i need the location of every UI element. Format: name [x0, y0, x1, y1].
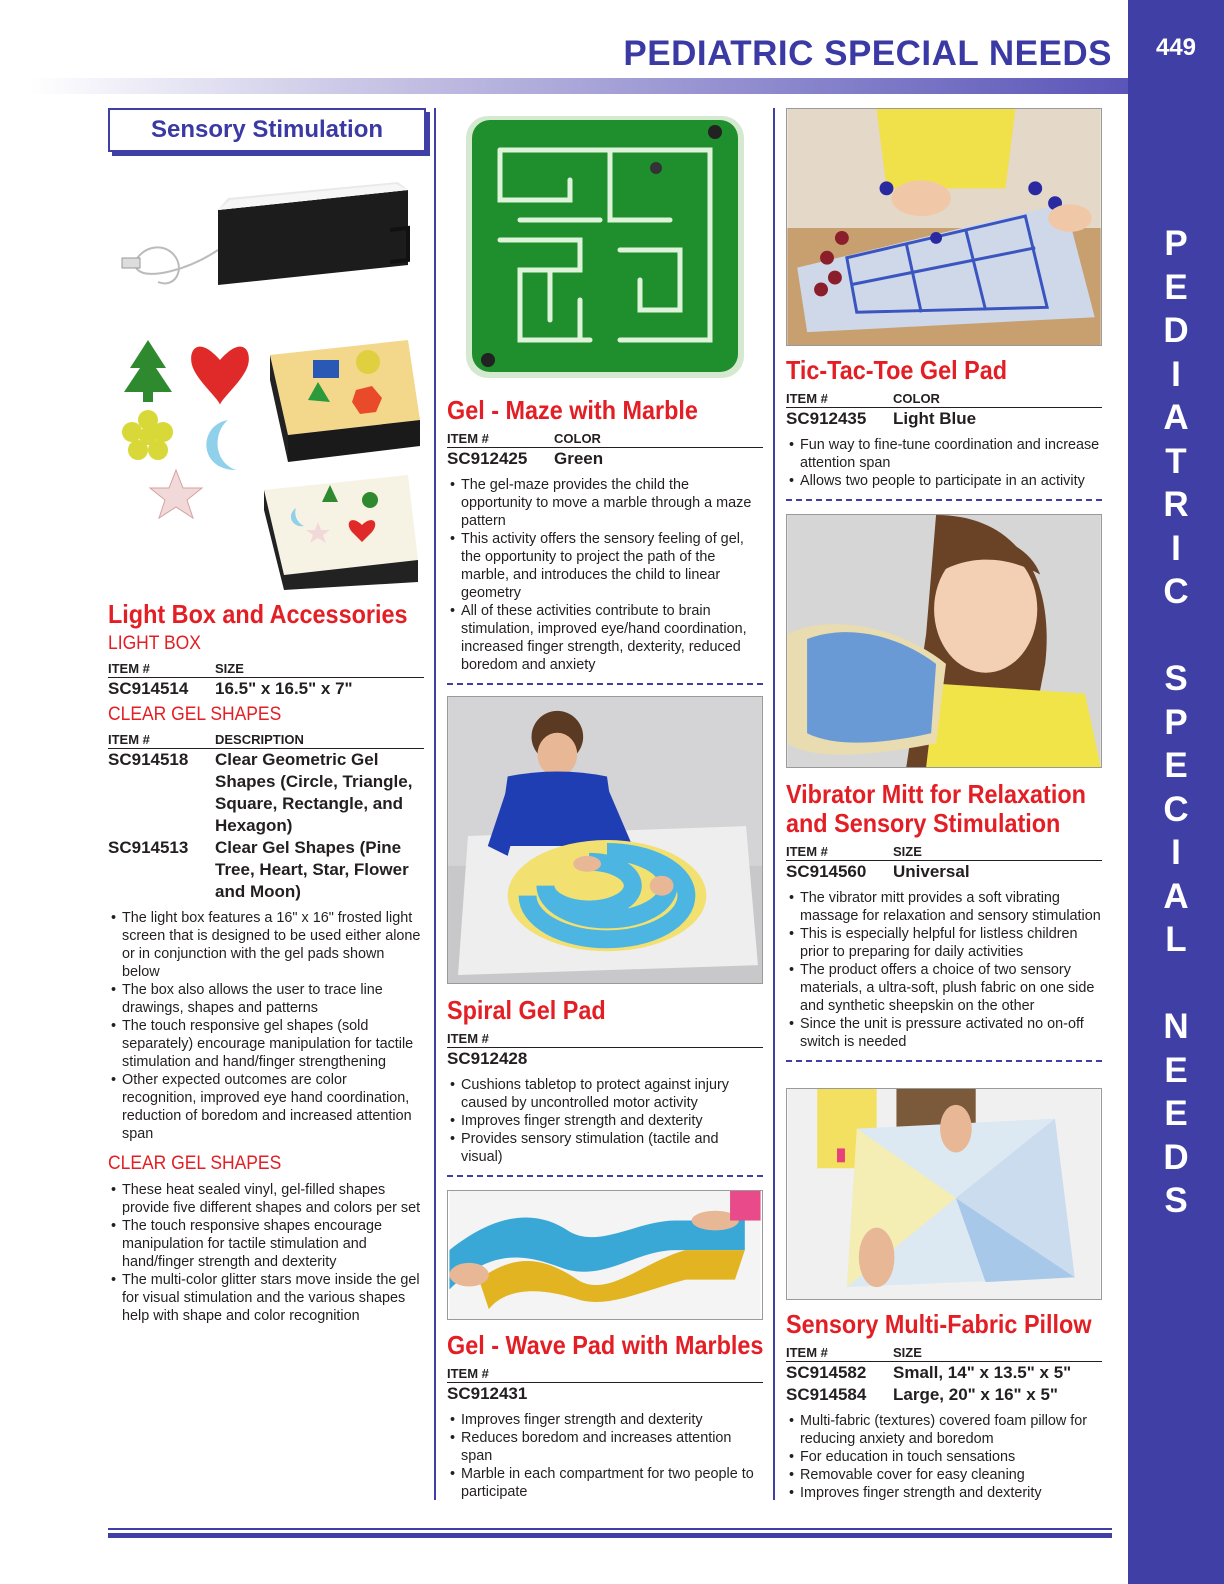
section-title: Sensory Stimulation [150, 116, 384, 143]
list-item: • Reduces boredom and increases attention span [447, 1429, 763, 1465]
list-item: • Improves finger strength and dexterity [786, 1484, 1102, 1502]
side-tab-letter: D [1163, 311, 1189, 350]
section-heading [108, 108, 426, 152]
list-item: • The box also allows the user to trace line drawings, shapes and patterns [108, 981, 424, 1017]
spec-header-item: ITEM # [447, 1366, 489, 1381]
item-color: Green [554, 449, 604, 468]
side-tab-letter: N [1163, 1007, 1189, 1046]
side-tab-letter: S [1164, 659, 1188, 698]
list-item: • The product offers a choice of two sensory materials, a ultra-soft, plush fabric on one side and synthetic sheepskin on the other [786, 961, 1102, 1015]
product-title: Spiral Gel Pad [447, 995, 606, 1025]
spec-row [108, 749, 424, 837]
feature-list [108, 909, 424, 1143]
page-number: 449 [1155, 34, 1197, 61]
list-item: • Allows two people to participate in an activity [786, 472, 1102, 490]
item-number: SC912428 [447, 1049, 528, 1068]
feature-list [447, 1076, 763, 1166]
list-item: • Improves finger strength and dexterity [447, 1411, 763, 1429]
feature-list [447, 476, 763, 674]
list-item: • All of these activities contribute to brain stimulation, improved eye/hand coordination, increased finger strength, dexterity, reduced boredom and anxiety [447, 602, 763, 674]
side-tab-letter: E [1164, 267, 1188, 307]
list-item: • The light box features a 16" x 16" frosted light screen that is designed to be used either alone or in conjunction with the gel pads shown below [108, 909, 424, 981]
spec-row [108, 678, 424, 700]
header-gradient-bar [30, 78, 1128, 94]
feature-list [786, 1412, 1102, 1502]
gel-maze-photo [460, 110, 750, 382]
footer-rule [108, 1533, 1112, 1538]
spec-header [447, 1366, 763, 1383]
spec-row [447, 1048, 763, 1070]
spec-header-item: ITEM # [108, 732, 150, 747]
spec-header [786, 844, 1102, 861]
product-title: Gel - Maze with Marble [447, 395, 698, 425]
wave-pad-photo [447, 1190, 763, 1320]
spec-header-item: ITEM # [447, 1031, 489, 1046]
footer-rule [108, 1528, 1112, 1530]
column-divider [434, 108, 436, 1500]
spec-header-description: DESCRIPTION [215, 732, 304, 747]
side-tab-letter: E [1164, 746, 1188, 785]
item-number: SC914518 [108, 750, 189, 769]
side-tab-letter: P [1164, 224, 1188, 263]
spec-row [447, 1383, 763, 1405]
item-description: Clear Gel Shapes (Pine Tree, Heart, Star, Flower and Moon) [215, 838, 409, 901]
list-item: • Marble in each compartment for two people to participate [447, 1465, 763, 1501]
side-tab-letter: C [1163, 789, 1189, 829]
pillow-section [786, 1310, 1102, 1502]
item-color: Light Blue [893, 409, 977, 428]
list-item: • The touch responsive gel shapes (sold separately) encourage manipulation for tactile stimulation and hand/finger strengthening [108, 1017, 424, 1071]
side-tab-letter: D [1163, 1137, 1189, 1177]
item-number: SC912425 [447, 449, 528, 468]
dashed-divider [447, 683, 763, 685]
vibrator-mitt-photo [786, 514, 1102, 768]
list-item: • This is especially helpful for listless children prior to preparing for daily activities [786, 925, 1102, 961]
list-item: • The multi-color glitter stars move inside the gel for visual stimulation and the various shapes help with shape and color recognition [108, 1271, 424, 1325]
list-item: • Fun way to fine-tune coordination and increase attention span [786, 436, 1102, 472]
list-item: • For education in touch sensations [786, 1448, 1102, 1466]
side-tab-letter: P [1164, 702, 1188, 742]
spec-row [786, 861, 1102, 883]
item-size: Universal [893, 862, 970, 881]
product-title-line-2: and Sensory Stimulation [786, 808, 1061, 838]
spec-header-item: ITEM # [786, 1345, 828, 1360]
side-tab-letter: T [1165, 441, 1187, 481]
list-item: • Since the unit is pressure activated no on-off switch is needed [786, 1015, 1102, 1051]
side-tab-letter: C [1163, 572, 1189, 611]
side-tab-letter: A [1163, 876, 1189, 916]
multi-fabric-pillow-photo [786, 1088, 1102, 1300]
spec-header-color: COLOR [554, 431, 601, 446]
dashed-divider [447, 1175, 763, 1177]
maze-section [447, 396, 763, 685]
subhead-clear-gel-shapes: CLEAR GEL SHAPES [108, 704, 282, 725]
wave-section [447, 1331, 763, 1501]
spec-header-size: SIZE [893, 1345, 922, 1360]
product-title-line-1: Vibrator Mitt for Relaxation [786, 779, 1086, 809]
spec-header-size: SIZE [215, 661, 244, 676]
feature-list [447, 1411, 763, 1501]
spec-header [786, 391, 1102, 408]
side-tab-letter: E [1164, 1050, 1188, 1090]
product-title: Light Box and Accessories [108, 599, 408, 629]
column-divider [773, 108, 775, 1500]
side-tab-letter: A [1163, 398, 1189, 437]
spiral-section [447, 996, 763, 1177]
item-number: SC914582 [786, 1363, 867, 1382]
spec-header-size: SIZE [893, 844, 922, 859]
page-title: PEDIATRIC SPECIAL NEEDS [623, 34, 1112, 73]
side-tab-letter: R [1163, 485, 1189, 524]
light-box-section [108, 600, 424, 1325]
list-item: • The gel-maze provides the child the opportunity to move a marble through a maze pattern [447, 476, 763, 530]
list-item: • Cushions tabletop to protect against injury caused by uncontrolled motor activity [447, 1076, 763, 1112]
product-title: Tic-Tac-Toe Gel Pad [786, 355, 1008, 385]
spec-header [447, 1031, 763, 1048]
tictactoe-section [786, 356, 1102, 501]
spec-row [447, 448, 763, 470]
spec-row [786, 1384, 1102, 1406]
spec-row [786, 1362, 1102, 1384]
spec-row [108, 837, 424, 903]
dashed-divider [786, 499, 1102, 501]
feature-list [108, 1181, 424, 1325]
product-title: Sensory Multi-Fabric Pillow [786, 1309, 1092, 1339]
list-item: • These heat sealed vinyl, gel-filled shapes provide five different shapes and colors per set [108, 1181, 424, 1217]
item-number: SC914513 [108, 838, 189, 857]
spec-header [108, 661, 424, 678]
side-tab-letter [1128, 962, 1224, 1006]
side-tab-letter: I [1171, 833, 1181, 872]
list-item: • This activity offers the sensory feeling of gel, the opportunity to project the path of the marble, and introduces the child to linear geometry [447, 530, 763, 602]
item-number: SC912431 [447, 1384, 528, 1403]
mitt-section [786, 780, 1102, 1062]
item-size: Large, 20" x 16" x 5" [893, 1385, 1058, 1404]
item-number: SC914560 [786, 862, 867, 881]
side-tab-letter: L [1165, 920, 1187, 959]
subhead-clear-gel-shapes-2: CLEAR GEL SHAPES [108, 1153, 282, 1174]
side-tab-letter: I [1171, 354, 1181, 394]
list-item: • Multi-fabric (textures) covered foam pillow for reducing anxiety and boredom [786, 1412, 1102, 1448]
side-tab-letter: E [1164, 1094, 1188, 1133]
spec-header-item: ITEM # [786, 391, 828, 406]
item-number: SC914514 [108, 679, 189, 698]
dashed-divider [786, 1060, 1102, 1062]
spec-header [786, 1345, 1102, 1362]
item-size: Small, 14" x 13.5" x 5" [893, 1363, 1072, 1382]
item-size: 16.5" x 16.5" x 7" [215, 679, 353, 698]
light-box-photo [108, 170, 424, 590]
subhead-light-box: LIGHT BOX [108, 633, 201, 654]
spec-header [447, 431, 763, 448]
vertical-section-label [1128, 222, 1224, 1223]
spec-header [108, 732, 424, 749]
product-title: Gel - Wave Pad with Marbles [447, 1330, 764, 1360]
side-tab-letter: S [1164, 1181, 1188, 1220]
spiral-gel-pad-photo [447, 696, 763, 984]
item-number: SC914584 [786, 1385, 867, 1404]
list-item: • Improves finger strength and dexterity [447, 1112, 763, 1130]
item-number: SC912435 [786, 409, 867, 428]
side-tab-letter [1128, 614, 1224, 658]
list-item: • The vibrator mitt provides a soft vibrating massage for relaxation and sensory stimulation [786, 889, 1102, 925]
list-item: • Provides sensory stimulation (tactile and visual) [447, 1130, 763, 1166]
spec-row [786, 408, 1102, 430]
spec-header-item: ITEM # [786, 844, 828, 859]
list-item: • Removable cover for easy cleaning [786, 1466, 1102, 1484]
spec-header-item: ITEM # [447, 431, 489, 446]
spec-header-color: COLOR [893, 391, 940, 406]
feature-list [786, 436, 1102, 490]
list-item: • Other expected outcomes are color recognition, improved eye hand coordination, reduction of boredom and increased attention span [108, 1071, 424, 1143]
list-item: • The touch responsive shapes encourage manipulation for tactile stimulation and hand/finger strength and dexterity [108, 1217, 424, 1271]
side-tab-letter: I [1171, 528, 1181, 568]
spec-header-item: ITEM # [108, 661, 150, 676]
feature-list [786, 889, 1102, 1051]
item-description: Clear Geometric Gel Shapes (Circle, Triangle, Square, Rectangle, and Hexagon) [215, 750, 413, 835]
tic-tac-toe-photo [786, 108, 1102, 346]
